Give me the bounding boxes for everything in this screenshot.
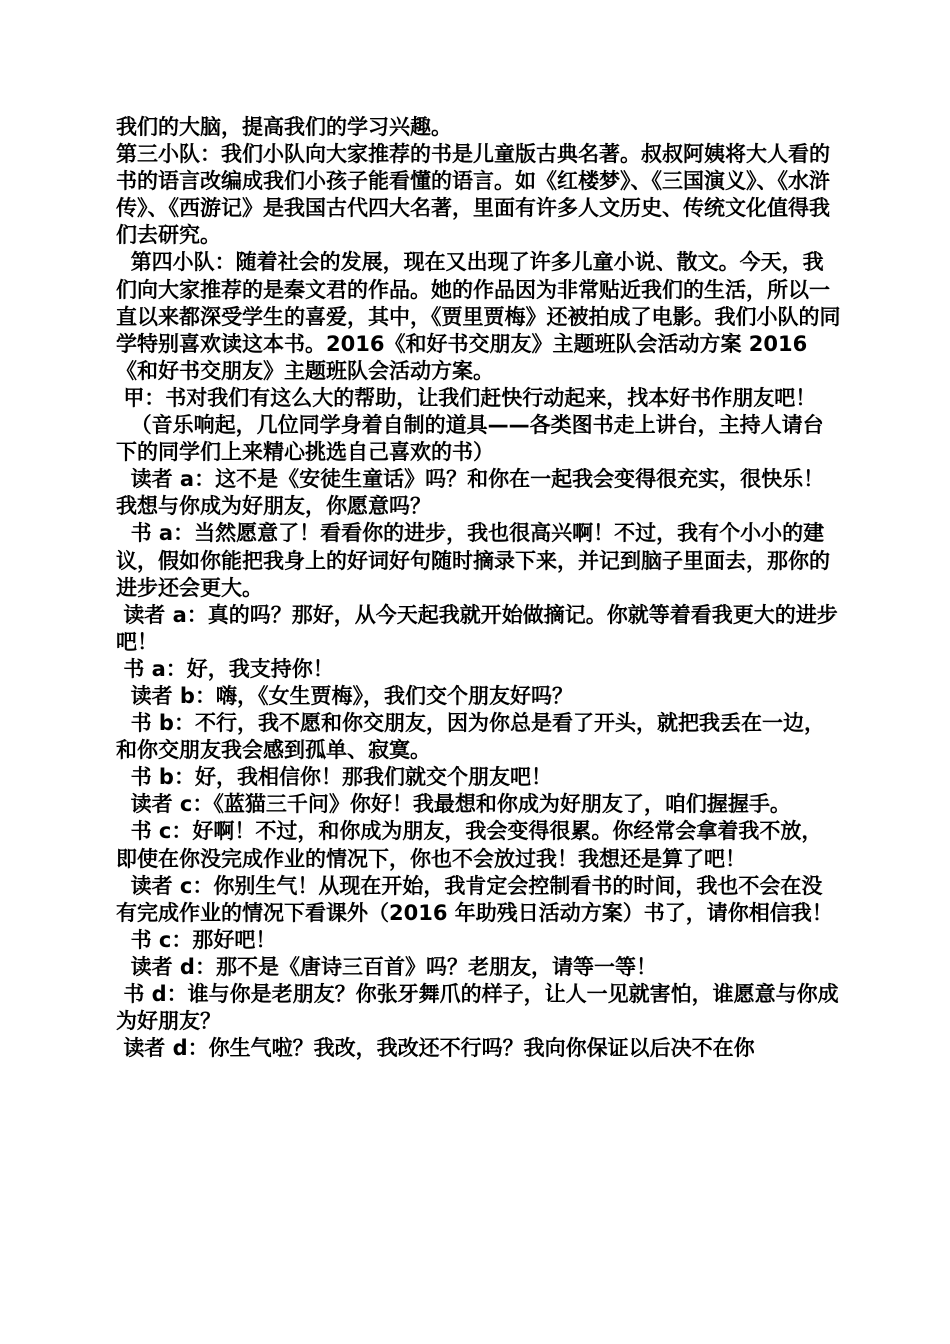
paragraph: 书 d：谁与你是老朋友？你张牙舞爪的样子，让人一见就害怕，谁愿意与你成为好朋友？ — [116, 982, 839, 1034]
paragraph: 书 c：那好吧！ — [116, 927, 277, 952]
paragraph: 书 a：当然愿意了！看看你的进步，我也很高兴啊！不过，我有个小小的建议，假如你能把我身上的好词好句随时摘录下来，并记到脑子里面去，那你的进步还会更大。 — [116, 521, 830, 600]
paragraph: 读者 d：那不是《唐诗三百首》吗？老朋友，请等一等！ — [116, 954, 657, 979]
paragraph: 读者 d：你生气啦？我改，我改还不行吗？我向你保证以后决不在你 — [116, 1036, 755, 1061]
paragraph: 第三小队：我们小队向大家推荐的书是儿童版古典名著。叔叔阿姨将大人看的书的语言改编成我们小孩子能看懂的语言。如《红楼梦》、《三国演义》、《水浒传》、《西游记》是我国古代四大名著，里面有许多人文历史、传统文化值得我们去研究。 — [116, 142, 830, 248]
paragraph: 读者 b：嗨，《女生贾梅》，我们交个朋友好吗？ — [116, 683, 573, 708]
paragraph: 书 b：不行，我不愿和你交朋友，因为你总是看了开头，就把我丢在一边，和你交朋友我会感到孤单、寂寞。 — [116, 711, 825, 763]
document-page — [116, 114, 842, 1062]
paragraph: 读者 c：你别生气！从现在开始，我肯定会控制看书的时间，我也不会在没有完成作业的情况下看课外（2016 年助残日活动方案）书了，请你相信我！ — [116, 873, 833, 925]
paragraph: 我们的大脑，提高我们的学习兴趣。 — [116, 115, 452, 139]
paragraph: 读者 c：《蓝猫三千问》你好！我最想和你成为好朋友了，咱们握握手。 — [116, 792, 791, 817]
paragraph: 读者 a：这不是《安徒生童话》吗？和你在一起我会变得很充实，很快乐！我想与你成为好朋友，你愿意吗？ — [116, 467, 825, 519]
paragraph: 书 b：好，我相信你！那我们就交个朋友吧！ — [116, 765, 552, 790]
paragraph: （音乐响起，几位同学身着自制的道具——各类图书走上讲台，主持人请台下的同学们上来精心挑选自己喜欢的书） — [116, 413, 824, 465]
paragraph: 书 a：好，我支持你！ — [116, 656, 334, 681]
paragraph: 第四小队：随着社会的发展，现在又出现了许多儿童小说、散文。今天，我们向大家推荐的是秦文君的作品。她的作品因为非常贴近我们的生活，所以一直以来都深受学生的喜爱，其中，《贾里贾梅》还被拍成了电影。我们小队的同学特别喜欢读这本书。2016《和好书交朋友》主题班队会活动方案 2016《和好书交朋友》主题班队会活动方案。 — [116, 250, 841, 383]
paragraph: 读者 a：真的吗？那好，从今天起我就开始做摘记。你就等着看我更大的进步吧！ — [116, 602, 838, 654]
paragraph: 书 c：好啊！不过，和你成为朋友，我会变得很累。你经常会拿着我不放，即使在你没完成作业的情况下，你也不会放过我！我想还是算了吧！ — [116, 819, 823, 871]
paragraph: 甲：书对我们有这么大的帮助，让我们赶快行动起来，找本好书作朋友吧！ — [116, 385, 817, 410]
